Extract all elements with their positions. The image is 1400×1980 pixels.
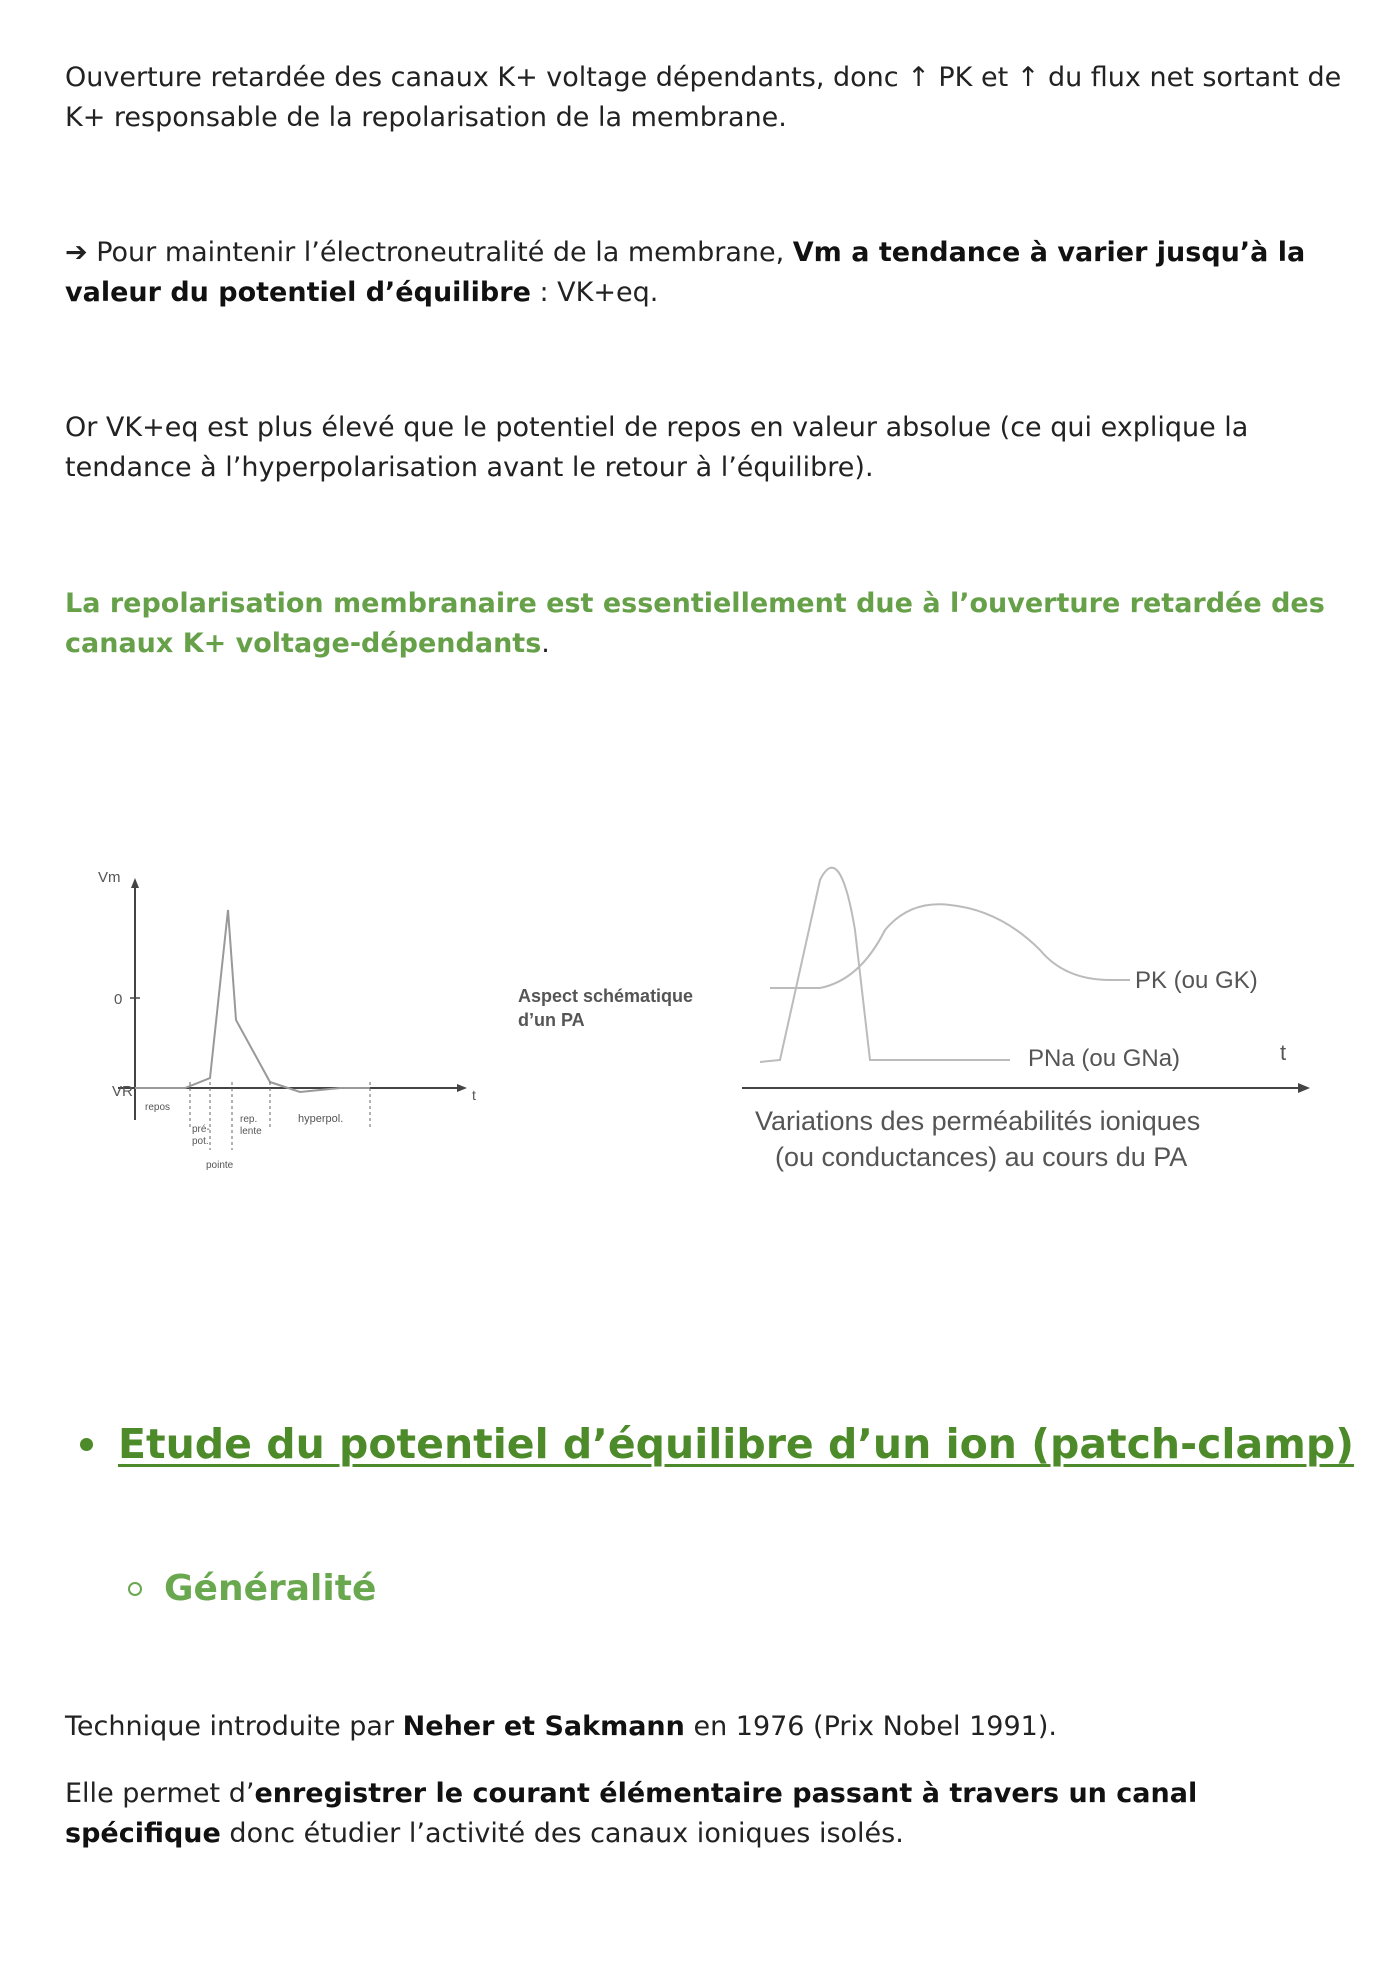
bold-text: Vm a tendance à varier jusqu’à la valeur du potentiel d’équilibre	[65, 237, 1306, 308]
phase-repos: repos	[145, 1102, 171, 1113]
paragraph-electroneutrality	[65, 233, 1355, 313]
section-title: Etude du potentiel d’équilibre d’un ion (patch-clamp)	[118, 1420, 1354, 1468]
paragraph-technique	[65, 1707, 1355, 1747]
caption-line-2: d’un PA	[518, 1010, 585, 1030]
subsection-title: Généralité	[164, 1568, 377, 1609]
paragraph-text: Technique introduite par	[65, 1711, 403, 1742]
figure-caption-left	[518, 986, 693, 1030]
paragraph-vk-eq	[65, 408, 1355, 488]
pk-label: PK (ou GK)	[1135, 967, 1258, 994]
paragraph-record-current	[65, 1774, 1355, 1854]
paragraph-text: Elle permet d’	[65, 1778, 255, 1809]
bold-text: enregistrer le courant élémentaire passant à travers un canal spécifique	[65, 1778, 1198, 1849]
green-bold-text: La repolarisation membranaire est essentiellement due à l’ouverture retardée des canaux K+ voltage-dépendants	[65, 588, 1325, 659]
pk-curve	[770, 904, 1130, 988]
phase-rep: rep.	[240, 1114, 258, 1125]
x-axis-label: t	[472, 1087, 476, 1103]
right-permeability-diagram	[742, 868, 1310, 1172]
paragraph-text: en 1976 (Prix Nobel 1991).	[684, 1711, 1057, 1742]
subsection-heading	[128, 1568, 376, 1609]
y-axis-arrow-icon	[131, 878, 139, 888]
paragraph-k-channels	[65, 58, 1355, 138]
bold-text: Neher et Sakmann	[402, 1711, 685, 1742]
left-pa-diagram	[98, 869, 476, 1171]
y-axis-label: Vm	[98, 869, 121, 886]
circle-bullet-icon	[128, 1582, 142, 1596]
paragraph-text: ➔ Pour maintenir l’électroneutralité de la membrane,	[65, 237, 793, 268]
pna-label: PNa (ou GNa)	[1028, 1045, 1181, 1072]
paragraph-text: donc étudier l’activité des canaux ioniques isolés.	[220, 1818, 904, 1849]
phase-pointe: pointe	[206, 1160, 234, 1171]
zero-label: 0	[114, 991, 123, 1008]
phase-pre: pré-	[192, 1124, 210, 1135]
phase-pot: pot.	[192, 1136, 209, 1147]
right-caption-line-2: (ou conductances) au cours du PA	[775, 1142, 1188, 1172]
time-label: t	[1280, 1040, 1287, 1065]
phase-lente: lente	[240, 1126, 262, 1137]
paragraph-text: .	[541, 628, 550, 659]
x-axis-arrow-icon	[457, 1084, 467, 1092]
paragraph-text: : VK+eq.	[530, 277, 659, 308]
time-axis-arrow-icon	[1298, 1083, 1310, 1093]
paragraph-text: Or VK+eq est plus élevé que le potentiel de repos en valeur absolue (ce qui explique la tendance à l’hyperpolarisation avant le retour à l’équilibre).	[65, 412, 1249, 483]
section-heading	[80, 1420, 1354, 1468]
phase-hyperpol: hyperpol.	[298, 1113, 344, 1125]
paragraph-text: Ouverture retardée des canaux K+ voltage dépendants, donc ↑ PK et ↑ du flux net sortant de K+ responsable de la repolarisation de la membrane.	[65, 62, 1342, 133]
action-potential-curve	[135, 910, 370, 1092]
caption-line-1: Aspect schématique	[518, 986, 694, 1006]
bullet-icon	[80, 1438, 93, 1451]
pna-curve	[760, 868, 1010, 1062]
right-caption-line-1: Variations des perméabilités ioniques	[755, 1106, 1201, 1136]
action-potential-figure	[0, 820, 1400, 1240]
vr-label: VR	[112, 1083, 133, 1100]
paragraph-repolarisation	[65, 584, 1355, 664]
